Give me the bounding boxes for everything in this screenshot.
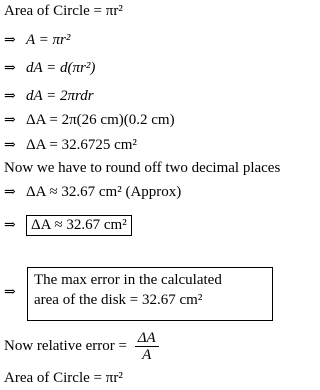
- implies-arrow-icon: ⇒: [4, 88, 16, 104]
- relative-error-fraction: [135, 330, 159, 363]
- conclusion-arrow-line: [4, 284, 26, 301]
- step-delta-line: [4, 112, 175, 129]
- implies-arrow-icon: ⇒: [4, 184, 16, 200]
- step-da2-line: [4, 88, 94, 105]
- step-approx-text: ΔA ≈ 32.67 cm² (Approx): [26, 184, 182, 200]
- step-approx-line: [4, 184, 181, 201]
- round-note-line: [4, 160, 280, 177]
- step-da-line: [4, 60, 95, 77]
- boxed-result: ΔA ≈ 32.67 cm²: [26, 215, 132, 236]
- implies-arrow-icon: ⇒: [4, 32, 16, 48]
- implies-arrow-icon: ⇒: [4, 60, 16, 76]
- implies-arrow-icon: ⇒: [4, 112, 16, 128]
- step-boxed-line: [4, 215, 132, 236]
- step-value-text: ΔA = 32.6725 cm²: [26, 137, 137, 153]
- relative-error-label: Now relative error =: [4, 337, 127, 354]
- round-note-text: Now we have to round off two decimal places: [4, 160, 281, 176]
- fraction-denominator: A: [142, 347, 152, 363]
- conclusion-line-1: The max error in the calculated: [34, 272, 222, 288]
- step-value-line: [4, 137, 137, 154]
- area-formula-footer-text: Area of Circle = πr²: [4, 370, 123, 386]
- conclusion-box: [27, 267, 273, 321]
- fraction-numerator: ΔA: [135, 330, 159, 347]
- implies-arrow-icon: ⇒: [4, 284, 16, 300]
- step-delta-text: ΔA = 2π(26 cm)(0.2 cm): [26, 112, 175, 128]
- step-a-line: [4, 32, 70, 49]
- implies-arrow-icon: ⇒: [4, 217, 16, 233]
- area-formula-footer: [4, 370, 123, 387]
- conclusion-line-2: area of the disk = 32.67 cm²: [34, 292, 203, 308]
- area-formula-line: [4, 3, 123, 20]
- step-da-text: dA = d(πr²): [26, 60, 96, 76]
- area-formula-text: Area of Circle = πr²: [4, 3, 123, 19]
- implies-arrow-icon: ⇒: [4, 137, 16, 153]
- step-a-text: A = πr²: [26, 32, 71, 48]
- step-da2-text: dA = 2πrdr: [26, 88, 94, 104]
- relative-error-line: [4, 330, 159, 363]
